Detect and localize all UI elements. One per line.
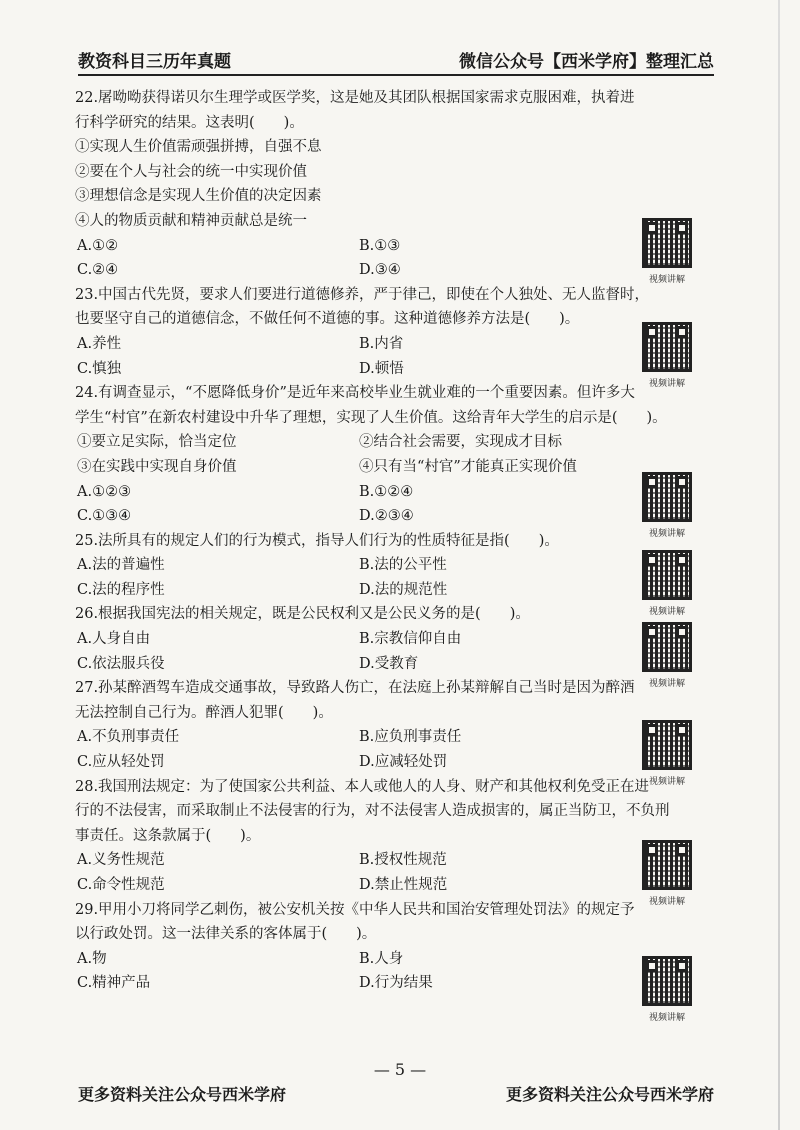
option-d: D.应减轻处罚: [359, 754, 448, 771]
question-stem-line: 24.有调查显示，“不愿降低身价”是近年来高校毕业生就业难的一个重要因素。但许多大: [75, 385, 635, 402]
question-stem-line: 23.中国古代先贤，要求人们要进行道德修养，严于律己，即使在个人独处、无人监督时，: [75, 286, 650, 303]
option-d: D.法的规范性: [359, 581, 448, 598]
header-left-title: 教资科目三历年真题: [78, 52, 231, 72]
statement: ④人的物质贡献和精神贡献总是统一: [75, 212, 307, 229]
question-stem-line: 无法控制自己行为。醉酒人犯罪( )。: [75, 704, 333, 721]
question-25: [75, 529, 715, 603]
option-a: A.物: [77, 950, 107, 967]
footer-left-text: 更多资料关注公众号西米学府: [78, 1085, 287, 1104]
question-stem-line: 22.屠呦呦获得诺贝尔生理学或医学奖，这是她及其团队根据国家需求克服困难，执着进: [75, 90, 635, 106]
question-list: [75, 86, 715, 996]
qr-code-icon[interactable]: [642, 550, 692, 600]
option-d: D.行为结果: [359, 975, 433, 992]
question-27: [75, 676, 715, 774]
option-c: C.精神产品: [77, 975, 151, 992]
page-number: — 5 —: [373, 1060, 427, 1079]
question-23: [75, 283, 715, 381]
option-a: A.①②: [77, 237, 119, 254]
option-a: A.人身自由: [77, 631, 151, 648]
option-b: B.①②④: [359, 483, 414, 500]
statement: ②结合社会需要，实现成才目标: [359, 434, 562, 451]
option-c: C.②④: [77, 262, 119, 279]
question-stem-line: 28.我国刑法规定：为了使国家公共利益、本人或他人的人身、财产和其他权利免受正在进: [75, 778, 650, 795]
option-d: D.禁止性规范: [359, 877, 448, 893]
option-c: C.法的程序性: [77, 581, 165, 598]
option-b: B.宗教信仰自由: [359, 631, 462, 648]
option-d: D.受教育: [359, 655, 419, 672]
statement: ④只有当“村官”才能真正实现价值: [359, 458, 577, 475]
qr-code-icon[interactable]: [642, 622, 692, 672]
option-b: B.法的公平性: [359, 557, 447, 574]
qr-label: 视频讲解: [648, 777, 685, 787]
option-c: C.①③④: [77, 508, 132, 525]
qr-label: 视频讲解: [648, 529, 685, 539]
qr-code-icon[interactable]: [642, 218, 692, 268]
question-stem-line: 行的不法侵害，而采取制止不法侵害的行为，对不法侵害人造成损害的，属正当防卫，不负刑: [75, 803, 670, 820]
option-a: A.①②③: [77, 483, 132, 500]
statement: ③在实践中实现自身价值: [77, 458, 237, 475]
header-right-title: 微信公众号【西米学府】整理汇总: [459, 52, 714, 72]
option-b: B.内省: [359, 335, 404, 352]
question-stem-line: 以行政处罚。这一法律关系的客体属于( )。: [75, 926, 377, 943]
question-29: [75, 898, 715, 996]
option-a: A.义务性规范: [77, 852, 165, 869]
option-d: D.顿悟: [359, 360, 404, 377]
option-b: B.①③: [359, 237, 401, 254]
qr-code-icon[interactable]: [642, 840, 692, 890]
option-b: B.授权性规范: [359, 852, 447, 869]
page-footer: [78, 1082, 714, 1105]
qr-label: 视频讲解: [648, 275, 685, 285]
option-b: B.人身: [359, 950, 404, 967]
statement: ①实现人生价值需顽强拼搏，自强不息: [75, 139, 322, 156]
qr-code-icon[interactable]: [642, 720, 692, 770]
qr-code-icon[interactable]: [642, 322, 692, 372]
option-d: D.③④: [359, 262, 401, 279]
option-c: C.应从轻处罚: [77, 754, 165, 771]
question-stem-line: 27.孙某醉酒驾车造成交通事故，导致路人伤亡，在法庭上孙某辩解自己当时是因为醉酒: [75, 680, 635, 697]
option-c: C.命令性规范: [77, 877, 165, 893]
question-stem-line: 26.根据我国宪法的相关规定，既是公民权利又是公民义务的是( )。: [75, 606, 530, 623]
question-26: [75, 602, 715, 676]
qr-label: 视频讲解: [648, 679, 685, 689]
option-a: A.法的普遍性: [77, 557, 165, 574]
option-c: C.依法服兵役: [77, 655, 165, 672]
qr-label: 视频讲解: [648, 379, 685, 389]
question-stem-line: 学生“村官”在新农村建设中升华了理想，实现了人生价值。这给青年大学生的启示是( )。: [75, 409, 667, 426]
option-c: C.慎独: [77, 360, 122, 377]
footer-right-text: 更多资料关注公众号西米学府: [505, 1085, 714, 1104]
qr-label: 视频讲解: [648, 607, 685, 617]
option-d: D.②③④: [359, 508, 414, 525]
page-header: [78, 44, 714, 76]
option-b: B.应负刑事责任: [359, 729, 462, 746]
question-28: [75, 775, 715, 898]
qr-label: 视频讲解: [648, 897, 685, 907]
option-a: A.养性: [77, 335, 122, 352]
qr-code-icon[interactable]: [642, 956, 692, 1006]
question-stem-line: 25.法所具有的规定人们的行为模式，指导人们行为的性质特征是指( )。: [75, 532, 559, 549]
qr-label: 视频讲解: [648, 1013, 685, 1023]
statement: ①要立足实际，恰当定位: [77, 434, 237, 451]
question-stem-line: 也要坚守自己的道德信念，不做任何不道德的事。这种道德修养方法是( )。: [75, 311, 580, 328]
statement: ③理想信念是实现人生价值的决定因素: [75, 188, 322, 205]
question-stem-line: 事责任。这条款属于( )。: [75, 827, 261, 844]
page-binding-edge: [778, 0, 780, 1130]
question-stem-line: 29.甲用小刀将同学乙刺伤，被公安机关按《中华人民共和国治安管理处罚法》的规定予: [75, 901, 635, 918]
statement: ②要在个人与社会的统一中实现价值: [75, 163, 307, 180]
qr-code-icon[interactable]: [642, 472, 692, 522]
question-stem-line: 行科学研究的结果。这表明( )。: [75, 114, 304, 131]
question-22: [75, 86, 715, 283]
option-a: A.不负刑事责任: [77, 729, 180, 746]
question-24: [75, 381, 715, 529]
